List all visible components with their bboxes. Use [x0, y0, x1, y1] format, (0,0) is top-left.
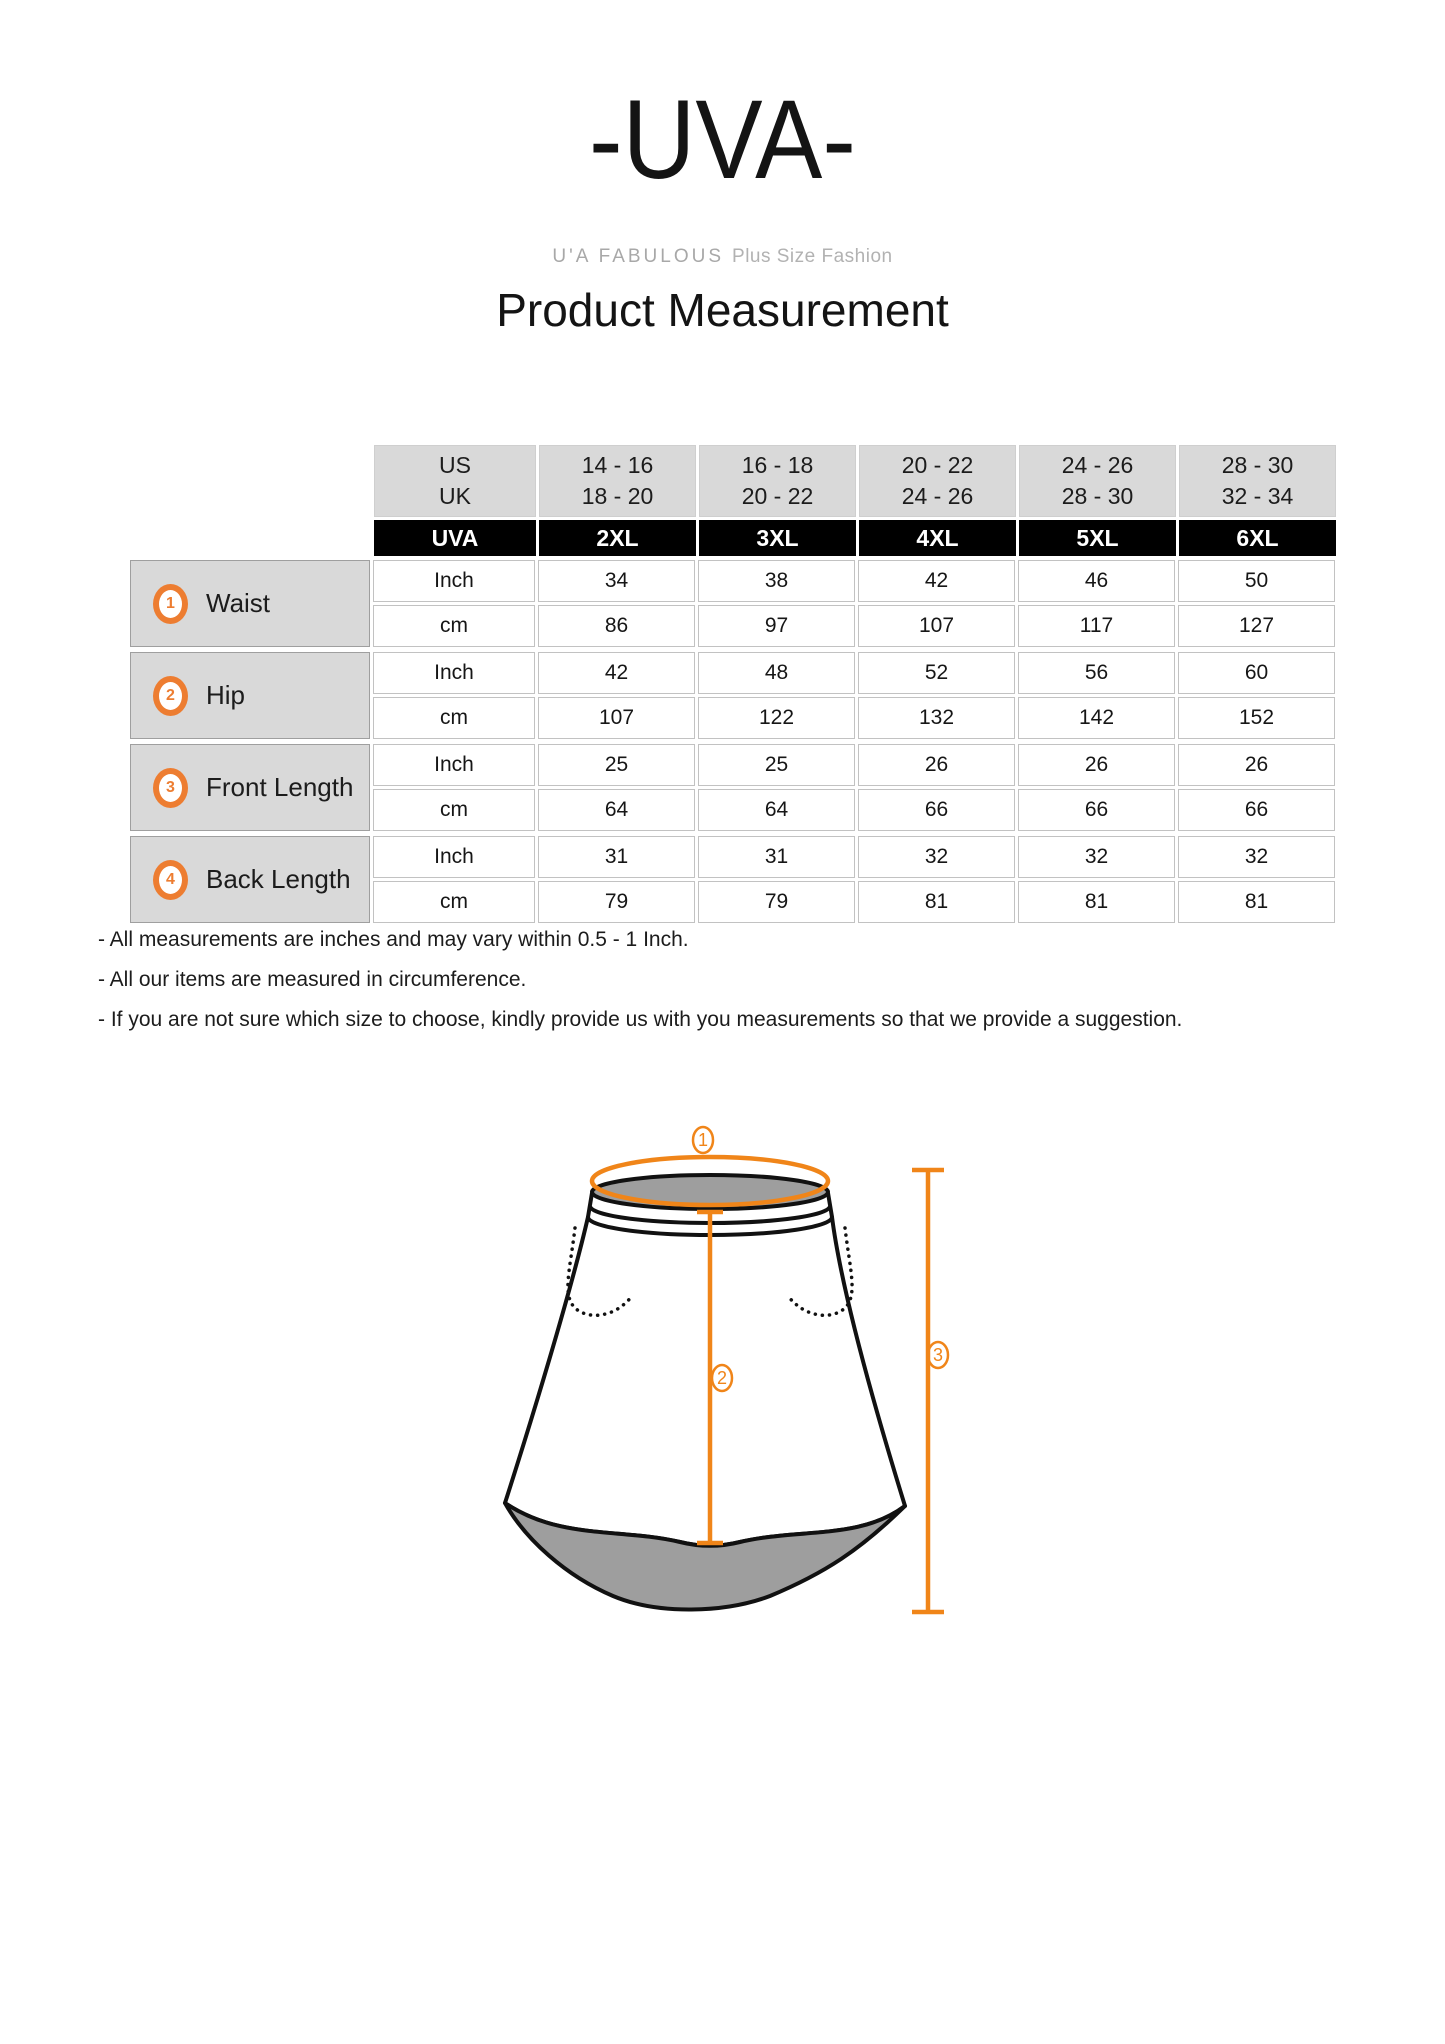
value-cell-6xl: 26 [1178, 744, 1335, 786]
size-header-4xl: 4XL [859, 520, 1016, 556]
value-cell-5xl: 56 [1018, 652, 1175, 694]
value-cell-2xl: 86 [538, 605, 695, 647]
measurement-name: Waist [206, 588, 271, 618]
size-range-6xl [1179, 445, 1336, 517]
unit-cell: Inch [373, 652, 535, 694]
back-length-measure-label [928, 1342, 948, 1368]
size-table [130, 445, 1336, 928]
value-cell-4xl: 66 [858, 789, 1015, 831]
value-cell-3xl: 31 [698, 836, 855, 878]
value-cell-3xl: 97 [698, 605, 855, 647]
skirt-diagram [370, 1105, 1070, 1665]
value-cell-5xl: 117 [1018, 605, 1175, 647]
measurement-group-hip [130, 652, 1336, 739]
value-cell-5xl: 81 [1018, 881, 1175, 923]
group-number-badge: 3 [153, 768, 188, 808]
size-range-4xl-bottom: 24 - 26 [901, 483, 974, 509]
unit-cell: cm [373, 697, 535, 739]
measurement-values-back-length [373, 836, 1335, 923]
size-header-3xl: 3XL [699, 520, 856, 556]
value-cell-5xl: 46 [1018, 560, 1175, 602]
value-cell-4xl: 32 [858, 836, 1015, 878]
measurement-label-hip [130, 652, 370, 739]
value-cell-5xl: 26 [1018, 744, 1175, 786]
size-range-5xl [1019, 445, 1176, 517]
measurement-values-front-length [373, 744, 1335, 831]
value-cell-3xl: 25 [698, 744, 855, 786]
value-cell-2xl: 31 [538, 836, 695, 878]
value-cell-6xl: 152 [1178, 697, 1335, 739]
size-range-3xl-bottom: 20 - 22 [741, 483, 814, 509]
value-cell-4xl: 81 [858, 881, 1015, 923]
measurement-label-waist [130, 560, 370, 647]
value-cell-2xl: 25 [538, 744, 695, 786]
value-cell-6xl: 50 [1178, 560, 1335, 602]
measurement-values-waist [373, 560, 1335, 647]
svg-text:3: 3 [932, 1345, 944, 1365]
brand-header-cell: UVA [374, 520, 536, 556]
value-cell-2xl: 107 [538, 697, 695, 739]
unit-cell: Inch [373, 744, 535, 786]
skirt-body [505, 1217, 905, 1546]
measurement-values-hip [373, 652, 1335, 739]
value-cell-3xl: 38 [698, 560, 855, 602]
value-cell-6xl: 66 [1178, 789, 1335, 831]
brand-logo: -UVA- [589, 77, 856, 202]
table-corner-us-uk [374, 445, 536, 517]
value-cell-5xl: 142 [1018, 697, 1175, 739]
measurement-group-waist [130, 560, 1336, 647]
waist-measure-label [693, 1127, 713, 1153]
measurement-label-back-length [130, 836, 370, 923]
size-range-4xl [859, 445, 1016, 517]
value-cell-2xl: 64 [538, 789, 695, 831]
size-range-3xl [699, 445, 856, 517]
size-range-6xl-top: 28 - 30 [1221, 452, 1294, 478]
unit-cell: cm [373, 605, 535, 647]
value-cell-2xl: 34 [538, 560, 695, 602]
measurement-name: Hip [206, 680, 246, 710]
value-cell-4xl: 107 [858, 605, 1015, 647]
measurement-group-back-length [130, 836, 1336, 923]
group-number-badge: 2 [153, 676, 188, 716]
group-number-badge: 1 [153, 584, 188, 624]
size-header-6xl: 6XL [1179, 520, 1336, 556]
notes [98, 928, 1182, 1048]
unit-cell: Inch [373, 560, 535, 602]
measurement-label-front-length [130, 744, 370, 831]
note-line: - If you are not sure which size to choose, kindly provide us with you measurements so that we provide a suggestion. [98, 1008, 1183, 1031]
value-cell-4xl: 26 [858, 744, 1015, 786]
measurement-name: Back Length [206, 864, 351, 894]
size-header-2xl: 2XL [539, 520, 696, 556]
unit-cell: cm [373, 789, 535, 831]
size-header-5xl: 5XL [1019, 520, 1176, 556]
value-cell-3xl: 64 [698, 789, 855, 831]
table-corner-us-uk-top: US [439, 452, 471, 478]
value-cell-4xl: 132 [858, 697, 1015, 739]
value-cell-6xl: 81 [1178, 881, 1335, 923]
svg-text:1: 1 [697, 1130, 709, 1150]
size-range-5xl-top: 24 - 26 [1061, 452, 1134, 478]
page-title: Product Measurement [496, 284, 949, 336]
table-header [374, 445, 1336, 556]
value-cell-6xl: 32 [1178, 836, 1335, 878]
note-line: - All our items are measured in circumference. [98, 968, 527, 991]
measurement-name: Front Length [206, 772, 354, 802]
size-range-6xl-bottom: 32 - 34 [1221, 483, 1294, 509]
brand-tagline-caps: U'A FABULOUS [552, 246, 725, 267]
value-cell-6xl: 127 [1178, 605, 1335, 647]
svg-text:2: 2 [716, 1368, 728, 1388]
value-cell-2xl: 79 [538, 881, 695, 923]
value-cell-4xl: 52 [858, 652, 1015, 694]
value-cell-2xl: 42 [538, 652, 695, 694]
value-cell-3xl: 79 [698, 881, 855, 923]
value-cell-6xl: 60 [1178, 652, 1335, 694]
unit-cell: cm [373, 881, 535, 923]
size-range-3xl-top: 16 - 18 [741, 452, 814, 478]
size-range-2xl [539, 445, 696, 517]
table-corner-us-uk-bottom: UK [439, 483, 471, 509]
group-number-badge: 4 [153, 860, 188, 900]
unit-cell: Inch [373, 836, 535, 878]
size-range-4xl-top: 20 - 22 [901, 452, 974, 478]
value-cell-3xl: 48 [698, 652, 855, 694]
back-length-measure-line [912, 1170, 944, 1612]
note-line: - All measurements are inches and may vary within 0.5 - 1 Inch. [98, 928, 689, 951]
value-cell-5xl: 66 [1018, 789, 1175, 831]
brand-tagline [0, 246, 1445, 268]
measurement-group-front-length [130, 744, 1336, 831]
value-cell-5xl: 32 [1018, 836, 1175, 878]
brand-tagline-rest: Plus Size Fashion [732, 246, 893, 267]
value-cell-3xl: 122 [698, 697, 855, 739]
value-cell-4xl: 42 [858, 560, 1015, 602]
size-range-2xl-top: 14 - 16 [581, 452, 654, 478]
size-range-2xl-bottom: 18 - 20 [581, 483, 654, 509]
size-range-5xl-bottom: 28 - 30 [1061, 483, 1134, 509]
